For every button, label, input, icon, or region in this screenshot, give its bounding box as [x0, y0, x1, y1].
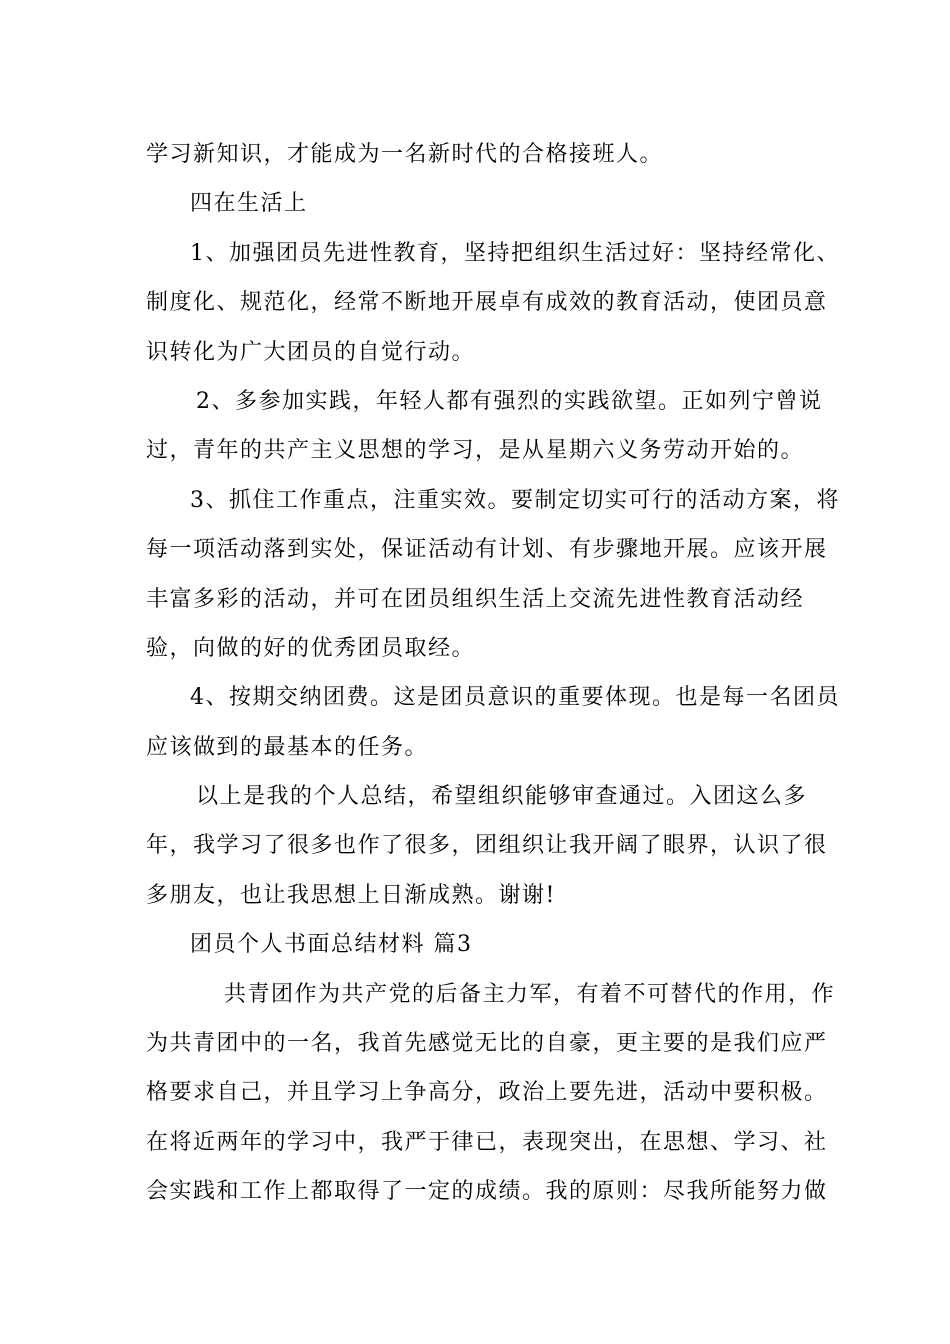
- text-line: 格要求自己，并且学习上争高分，政治上要先进，活动中要积极。: [146, 1080, 828, 1106]
- text-line: 丰富多彩的活动，并可在团员组织生活上交流先进性教育活动经: [146, 586, 805, 612]
- text-line: 每一项活动落到实处，保证活动有计划、有步骤地开展。应该开展: [146, 537, 828, 563]
- text-line: 以上是我的个人总结，希望组织能够审查通过。入团这么多: [196, 784, 808, 810]
- text-line: 在将近两年的学习中，我严于律已，表现突出，在思想、学习、社: [146, 1129, 828, 1155]
- text-line: 学习新知识，才能成为一名新时代的合格接班人。: [146, 142, 664, 167]
- text-line: 过，青年的共产主义思想的学习，是从星期六义务劳动开始的。: [146, 438, 805, 464]
- text-line: 1、加强团员先进性教育，坚持把组织生活过好：坚持经常化、: [190, 240, 840, 266]
- text-line: 制度化、规范化，经常不断地开展卓有成效的教育活动，使团员意: [146, 290, 828, 316]
- text-line: 识转化为广大团员的自觉行动。: [146, 339, 476, 365]
- text-line: 会实践和工作上都取得了一定的成绩。我的原则：尽我所能努力做: [146, 1179, 828, 1205]
- text-line: 4、按期交纳团费。这是团员意识的重要体现。也是每一名团员: [190, 685, 840, 711]
- text-line: 验，向做的好的优秀团员取经。: [146, 635, 476, 661]
- text-line: 共青团作为共产党的后备主力军，有着不可替代的作用，作: [224, 981, 836, 1007]
- section-heading: 四在生活上: [190, 191, 308, 217]
- text-line: 年，我学习了很多也作了很多，团组织让我开阔了眼界，认识了很: [146, 833, 828, 859]
- text-line: 多朋友，也让我思想上日渐成熟。谢谢!: [146, 882, 556, 908]
- text-line: 应该做到的最基本的任务。: [146, 734, 429, 760]
- document-body: [146, 130, 840, 1217]
- text-line: 为共青团中的一名，我首先感觉无比的自豪，更主要的是我们应严: [146, 1031, 828, 1057]
- section-title: 团员个人书面总结材料 篇3: [190, 932, 473, 958]
- text-line: 3、抓住工作重点，注重实效。要制定切实可行的活动方案，将: [190, 487, 840, 513]
- text-line: 2、多参加实践，年轻人都有强烈的实践欲望。正如列宁曾说: [196, 388, 823, 414]
